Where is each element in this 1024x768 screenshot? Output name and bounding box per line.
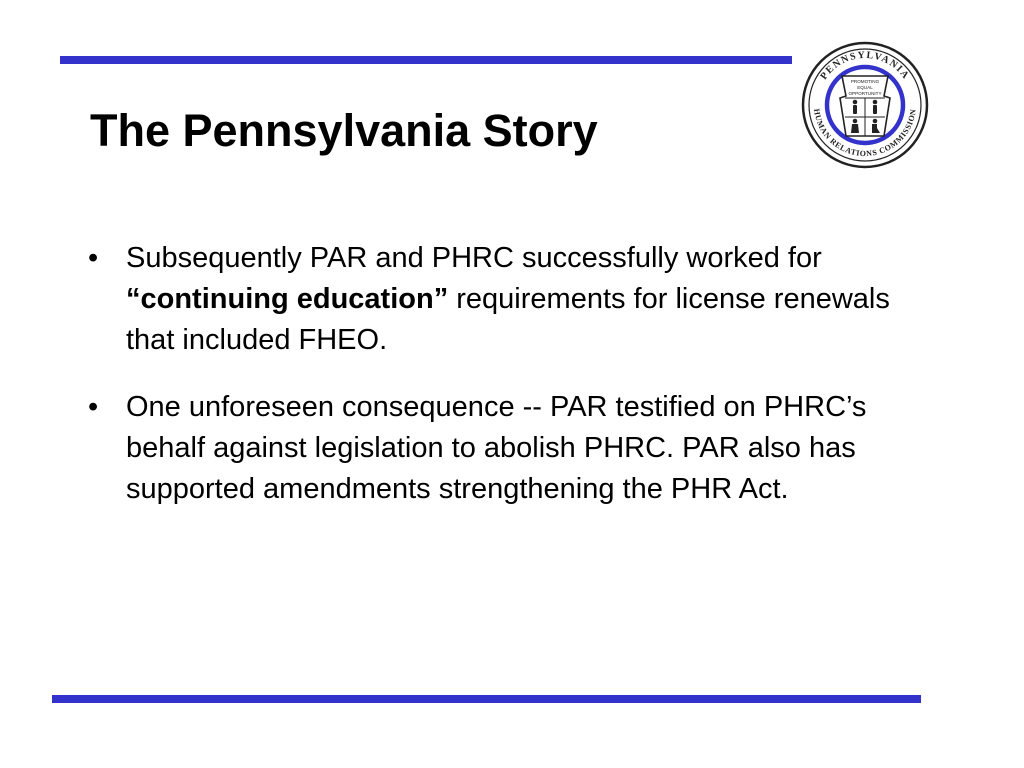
seal-center-text-3: OPPORTUNITY <box>848 91 882 96</box>
bullet-item-continuing-education <box>88 238 948 361</box>
bullet-text <box>126 238 938 361</box>
seal-top-text: PENNSYLVANIA <box>818 49 912 82</box>
bullet-marker: • <box>88 391 99 423</box>
slide-title: The Pennsylvania Story <box>90 105 598 156</box>
seal-bottom-text: HUMAN RELATIONS COMMISSION <box>812 108 918 159</box>
bullet-text-start: Subsequently PAR and PHRC successfully worked for <box>126 242 822 274</box>
bullet-text: One unforeseen consequence -- PAR testified on PHRC’s behalf against legislation to abolish PHRC. PAR also has supported amendments strengthening the PHR Act. <box>126 391 867 505</box>
bottom-divider-line <box>52 695 921 703</box>
seal-center-text-2: EQUAL <box>857 85 873 90</box>
phrc-seal-logo <box>800 40 930 170</box>
seal-center-text-1: PROMOTING <box>850 79 880 84</box>
top-divider-line <box>60 56 792 64</box>
bullet-list <box>88 238 948 536</box>
bullet-emphasis: “continuing education” <box>126 283 449 315</box>
bullet-item-unforeseen-consequence <box>88 387 948 510</box>
bullet-marker: • <box>88 242 99 274</box>
bullet-text-end: requirements for license renewals that included FHEO. <box>126 283 890 356</box>
